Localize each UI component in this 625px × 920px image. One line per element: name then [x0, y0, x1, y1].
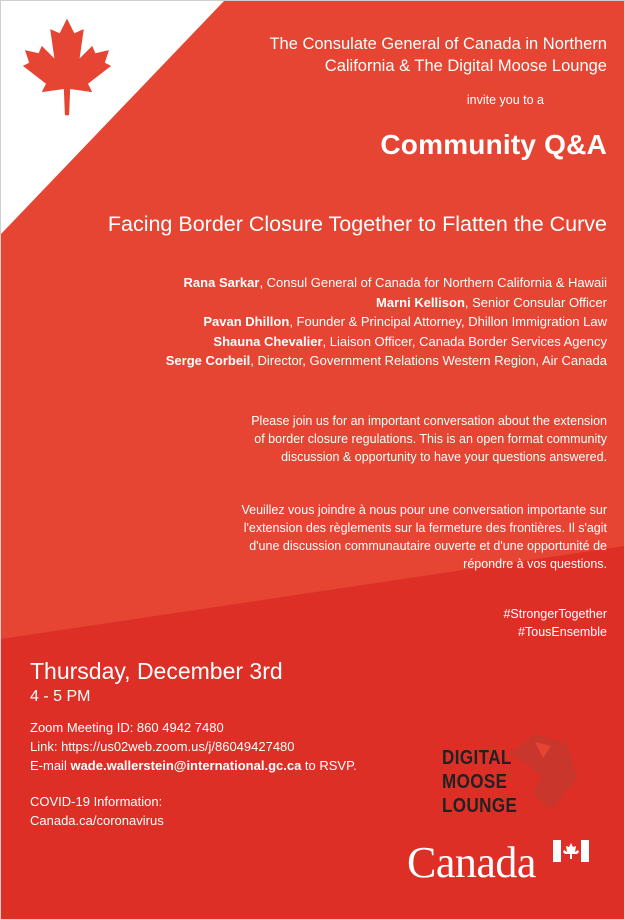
canada-flag-icon — [553, 840, 589, 862]
event-date: Thursday, December 3rd — [30, 658, 283, 684]
zoom-meeting-id: Zoom Meeting ID: 860 4942 7480 — [30, 720, 224, 735]
speaker-item — [47, 312, 607, 332]
covid-info — [30, 792, 450, 830]
rsvp-prefix: E-mail — [30, 758, 71, 773]
speaker-role: , Consul General of Canada for Northern California & Hawaii — [259, 275, 607, 290]
event-time: 4 - 5 PM — [30, 688, 91, 705]
speaker-role: , Director, Government Relations Western Region, Air Canada — [250, 353, 607, 368]
paragraph-line: d'une discussion communautaire ouverte et d'une opportunité de — [249, 539, 607, 553]
speaker-list — [47, 273, 607, 371]
event-subtitle: Facing Border Closure Together to Flatten the Curve — [107, 212, 607, 236]
canada-wordmark-text: Canada — [407, 838, 536, 887]
paragraph-line: Please join us for an important conversation about the extension — [251, 414, 607, 428]
hashtag: #TousEnsemble — [518, 625, 607, 639]
dml-line: LOUNGE — [442, 795, 518, 817]
speaker-role: , Liaison Officer, Canada Border Services Agency — [322, 333, 607, 349]
invite-text: invite you to a — [466, 93, 544, 107]
paragraph-line: Veuillez vous joindre à nous pour une conversation importante sur — [241, 503, 607, 517]
rsvp-email-link[interactable]: wade.wallerstein@international.gc.ca — [70, 758, 302, 773]
speaker-item — [47, 351, 607, 371]
digital-moose-lounge-logo — [439, 734, 589, 829]
paragraph-line: l'extension des règlements sur la fermeture des frontières. Il s'agit — [243, 521, 607, 535]
dml-wordmark — [442, 746, 517, 818]
event-details — [30, 656, 450, 830]
paragraph-line: discussion & opportunity to have your questions answered. — [281, 450, 607, 464]
paragraph-line: of border closure regulations. This is an open format community — [254, 432, 607, 446]
rsvp-suffix: to RSVP. — [301, 758, 357, 773]
host-line-1: The Consulate General of Canada in Northern — [269, 35, 607, 53]
speaker-item — [47, 293, 607, 313]
dml-line: MOOSE — [442, 771, 508, 793]
covid-label: COVID-19 Information: — [30, 794, 163, 809]
dml-line: DIGITAL — [442, 747, 512, 769]
covid-link[interactable]: Canada.ca/coronavirus — [30, 813, 164, 828]
speaker-name: Marni Kellison — [376, 294, 465, 310]
speaker-name: Serge Corbeil — [165, 353, 251, 368]
event-title: Community Q&A — [380, 129, 607, 160]
paragraph-line: répondre à vos questions. — [463, 557, 607, 571]
hashtag: #StrongerTogether — [503, 607, 607, 621]
hashtags — [503, 605, 607, 641]
speaker-role: , Senior Consular Officer — [464, 294, 607, 310]
english-paragraph — [157, 412, 607, 466]
speaker-name: Shauna Chevalier — [213, 333, 323, 349]
canada-wordmark — [407, 838, 587, 888]
speaker-item — [47, 332, 607, 352]
zoom-link[interactable]: Link: https://us02web.zoom.us/j/86049427480 — [30, 739, 295, 754]
speaker-item — [47, 273, 607, 293]
host-line — [187, 33, 607, 77]
speaker-name: Pavan Dhillon — [203, 314, 290, 329]
host-line-2: California & The Digital Moose Lounge — [324, 57, 607, 75]
speaker-name: Rana Sarkar — [183, 275, 260, 290]
french-paragraph — [157, 501, 607, 573]
rsvp-line — [30, 756, 450, 775]
speaker-role: , Founder & Principal Attorney, Dhillon Immigration Law — [289, 314, 607, 329]
